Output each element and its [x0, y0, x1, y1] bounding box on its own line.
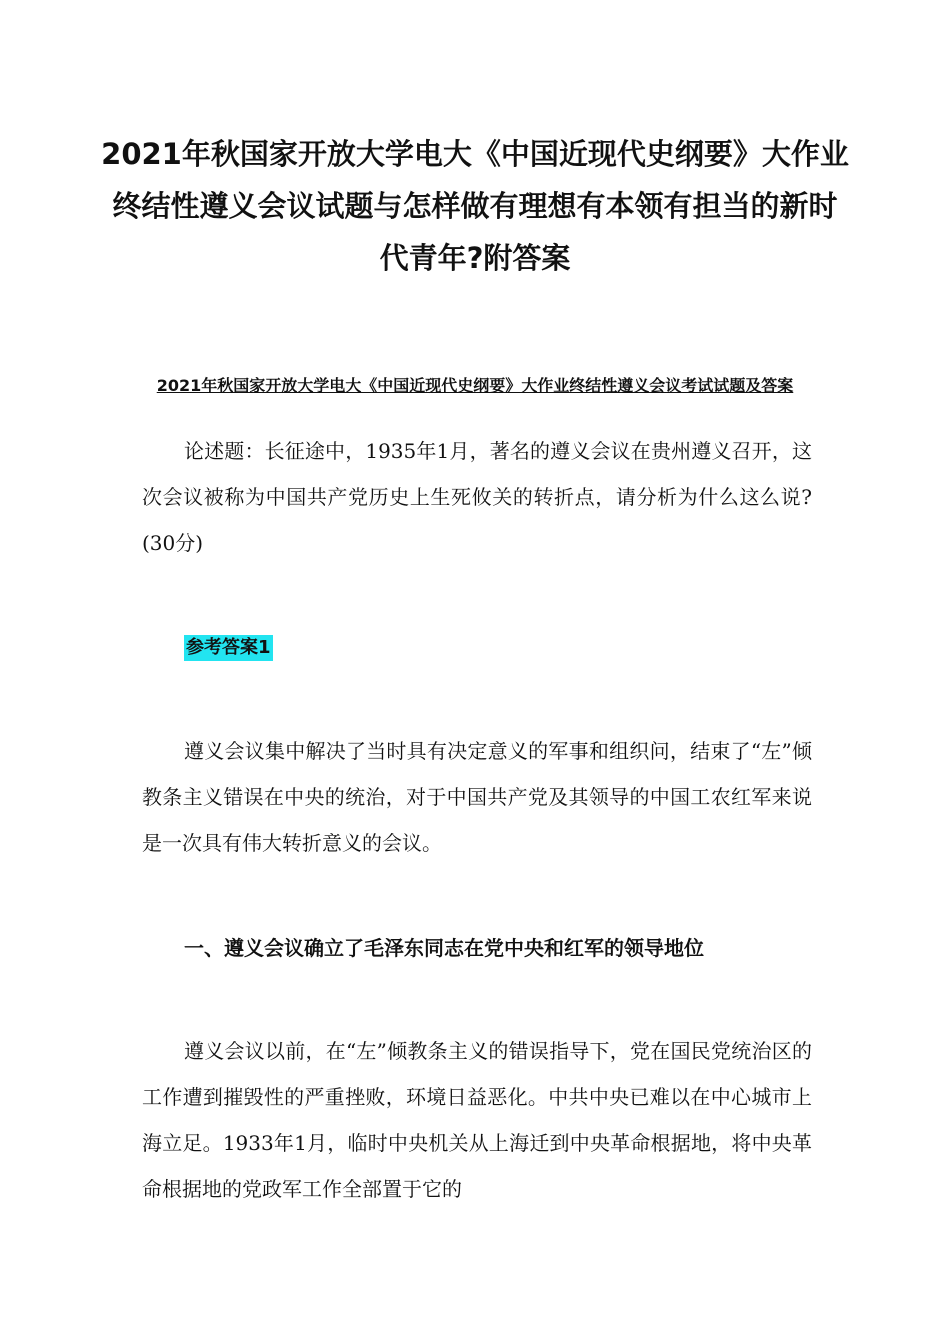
document-title: 2021年秋国家开放大学电大《中国近现代史纲要》大作业终结性遵义会议试题与怎样做有理想有本领有担当的新时代青年?附答案	[101, 137, 849, 275]
question-paragraph: 论述题：长征途中，1935年1月，著名的遵义会议在贵州遵义召开，这次会议被称为中国共产党历史上生死攸关的转折点，请分析为什么这么说?(30分)	[142, 439, 812, 555]
answer-intro-paragraph: 遵义会议集中解决了当时具有决定意义的军事和组织问，结束了“左”倾教条主义错误在中央的统治，对于中国共产党及其领导的中国工农红军来说是一次具有伟大转折意义的会议。	[142, 739, 812, 855]
body-paragraph-1: 遵义会议以前，在“左”倾教条主义的错误指导下，党在国民党统治区的工作遭到摧毁性的严重挫败，环境日益恶化。中共中央已难以在中心城市上海立足。1933年1月，临时中央机关从上海迁到中央革命根据地，将中央革命根据地的党政军工作全部置于它的	[142, 1039, 812, 1201]
answer-label	[184, 635, 273, 661]
answer-badge: 参考答案1	[184, 635, 273, 661]
subheading-1: 一、遵义会议确立了毛泽东同志在党中央和红军的领导地位	[184, 936, 704, 960]
section-heading: 2021年秋国家开放大学电大《中国近现代史纲要》大作业终结性遵义会议考试试题及答案	[156, 376, 794, 395]
